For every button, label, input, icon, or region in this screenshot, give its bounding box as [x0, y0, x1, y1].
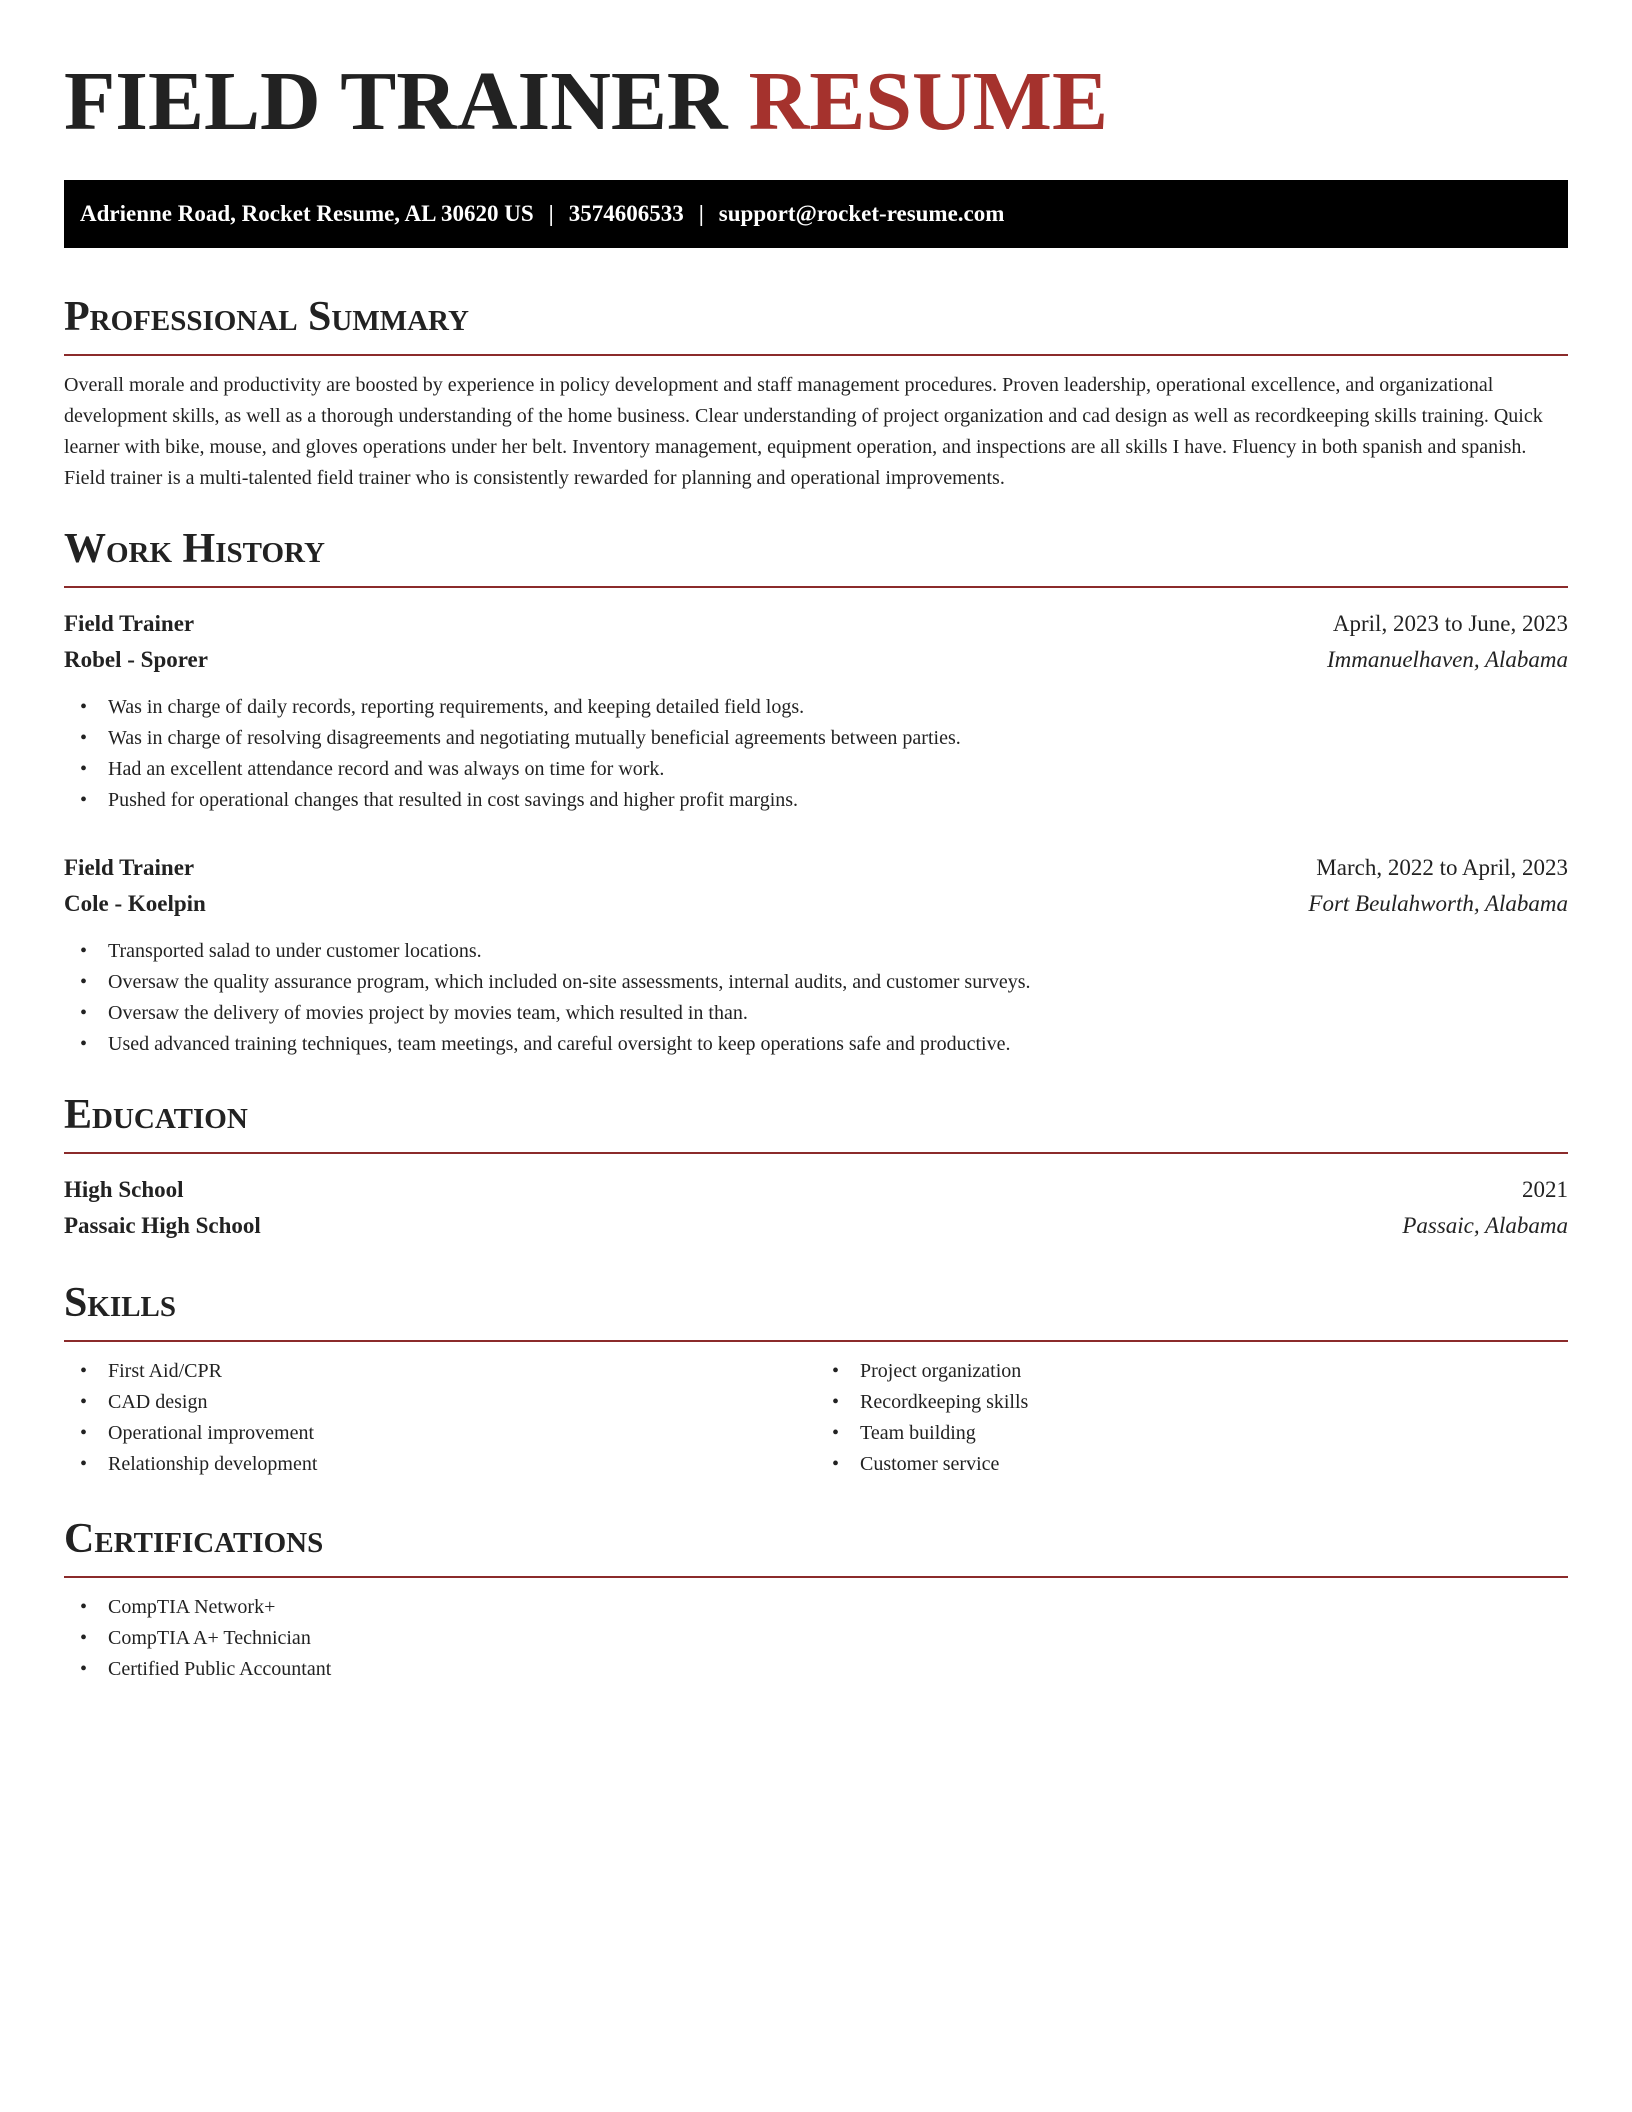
bullet-icon: • [80, 1596, 88, 1618]
section-divider [64, 1152, 1568, 1154]
job-title-row [64, 606, 1568, 642]
list-item [64, 1356, 816, 1387]
job-title: Field Trainer [64, 855, 195, 880]
skill-text: Team building [860, 1422, 976, 1444]
list-item [64, 1449, 816, 1480]
skill-text: Relationship development [108, 1453, 318, 1475]
contact-separator: | [548, 201, 554, 226]
education-section [64, 1090, 1568, 1244]
job-company: Robel - Sporer [64, 647, 208, 672]
certification-text: CompTIA A+ Technician [108, 1627, 311, 1649]
education-degree: High School [64, 1177, 184, 1202]
job-bullet-list [64, 936, 1568, 1060]
certification-text: Certified Public Accountant [108, 1658, 332, 1680]
resume-title [64, 52, 1568, 152]
education-school-row [64, 1208, 1568, 1244]
list-item [64, 936, 1568, 967]
bullet-icon: • [80, 727, 88, 749]
job-location: Immanuelhaven, Alabama [1326, 647, 1568, 672]
bullet-icon: • [80, 1627, 88, 1649]
list-item-text: Oversaw the delivery of movies project by movies team, which resulted in than. [108, 1002, 748, 1024]
list-item-text: Used advanced training techniques, team meetings, and careful oversight to keep operations safe and productive. [108, 1033, 1011, 1055]
list-item [816, 1449, 1568, 1480]
summary-heading: Professional Summary [64, 294, 469, 340]
skills-grid [64, 1356, 1568, 1480]
bullet-icon: • [832, 1422, 840, 1444]
job-title-row [64, 850, 1568, 886]
list-item [816, 1387, 1568, 1418]
contact-email: support@rocket-resume.com [718, 201, 1005, 226]
list-item-text: Oversaw the quality assurance program, which included on-site assessments, internal audits, and customer surveys. [108, 971, 1031, 993]
contact-separator: | [698, 201, 704, 226]
list-item-text: Was in charge of daily records, reporting requirements, and keeping detailed field logs. [108, 696, 805, 718]
list-item [64, 1418, 816, 1449]
list-item [64, 967, 1568, 998]
section-divider [64, 354, 1568, 356]
certifications-heading: Certifications [64, 1516, 324, 1562]
job-company-row [64, 886, 1568, 922]
education-location: Passaic, Alabama [1402, 1213, 1568, 1238]
job-company: Cole - Koelpin [64, 891, 206, 916]
education-heading: Education [64, 1092, 248, 1138]
bullet-icon: • [80, 1658, 88, 1680]
skill-text: Customer service [860, 1453, 1000, 1475]
work-history-section [64, 524, 1568, 1060]
contact-bar [64, 180, 1568, 248]
skill-text: First Aid/CPR [108, 1360, 222, 1382]
bullet-icon: • [80, 789, 88, 811]
title-main: FIELD TRAINER [64, 55, 728, 148]
list-item-text: Had an excellent attendance record and was always on time for work. [108, 758, 665, 780]
bullet-icon: • [832, 1391, 840, 1413]
education-year: 2021 [1522, 1177, 1568, 1202]
list-item [64, 998, 1568, 1029]
bullet-icon: • [80, 1002, 88, 1024]
list-item [64, 1387, 816, 1418]
list-item [816, 1356, 1568, 1387]
job-bullet-list [64, 692, 1568, 816]
section-divider [64, 586, 1568, 588]
list-item-text: Pushed for operational changes that resulted in cost savings and higher profit margins. [108, 789, 799, 811]
education-entry [64, 1172, 1568, 1244]
section-divider [64, 1340, 1568, 1342]
job-dates: April, 2023 to June, 2023 [1332, 611, 1568, 636]
list-item-text: Transported salad to under customer locations. [108, 940, 482, 962]
bullet-icon: • [80, 1033, 88, 1055]
bullet-icon: • [832, 1360, 840, 1382]
job-dates: March, 2022 to April, 2023 [1316, 855, 1568, 880]
bullet-icon: • [80, 1453, 88, 1475]
certifications-list [64, 1592, 1568, 1685]
bullet-icon: • [80, 1422, 88, 1444]
list-item [64, 1592, 1568, 1623]
job-entry [64, 606, 1568, 816]
job-location: Fort Beulahworth, Alabama [1308, 891, 1568, 916]
list-item [64, 1029, 1568, 1060]
skills-section [64, 1278, 1568, 1480]
contact-address: Adrienne Road, Rocket Resume, AL 30620 US [80, 201, 534, 226]
education-degree-row [64, 1172, 1568, 1208]
list-item [64, 1654, 1568, 1685]
summary-text: Overall morale and productivity are boosted by experience in policy development and staff management procedures. Proven leadership, operational excellence, and organizational development skills, as well as a thorough understanding of the home business. Clear understanding of project organization and cad design as well as recordkeeping skills training. Quick learner with bike, mouse, and gloves operations under her belt. Inventory management, equipment operation, and inspections are all skills I have. Fluency in both spanish and spanish. Field trainer is a multi-talented field trainer who is consistently rewarded for planning and operational improvements. [64, 374, 1543, 489]
list-item [64, 785, 1568, 816]
bullet-icon: • [80, 1360, 88, 1382]
certification-text: CompTIA Network+ [108, 1596, 276, 1618]
skills-list-right [816, 1356, 1568, 1480]
section-divider [64, 1576, 1568, 1578]
list-item [64, 692, 1568, 723]
bullet-icon: • [80, 758, 88, 780]
certifications-section [64, 1514, 1568, 1685]
skill-text: Project organization [860, 1360, 1022, 1382]
job-company-row [64, 642, 1568, 678]
skills-heading: Skills [64, 1280, 177, 1326]
skill-text: Operational improvement [108, 1422, 315, 1444]
bullet-icon: • [80, 696, 88, 718]
education-school: Passaic High School [64, 1213, 261, 1238]
bullet-icon: • [80, 940, 88, 962]
list-item [64, 754, 1568, 785]
summary-section [64, 292, 1568, 494]
list-item-text: Was in charge of resolving disagreements and negotiating mutually beneficial agreements between parties. [108, 727, 961, 749]
skills-list-left [64, 1356, 816, 1480]
list-item [816, 1418, 1568, 1449]
job-title: Field Trainer [64, 611, 195, 636]
bullet-icon: • [80, 1391, 88, 1413]
bullet-icon: • [80, 971, 88, 993]
list-item [64, 723, 1568, 754]
skill-text: CAD design [108, 1391, 208, 1413]
work-history-heading: Work History [64, 526, 325, 572]
bullet-icon: • [832, 1453, 840, 1475]
job-entry [64, 850, 1568, 1060]
title-accent: RESUME [748, 55, 1108, 148]
skill-text: Recordkeeping skills [860, 1391, 1029, 1413]
list-item [64, 1623, 1568, 1654]
contact-phone: 3574606533 [568, 201, 684, 226]
